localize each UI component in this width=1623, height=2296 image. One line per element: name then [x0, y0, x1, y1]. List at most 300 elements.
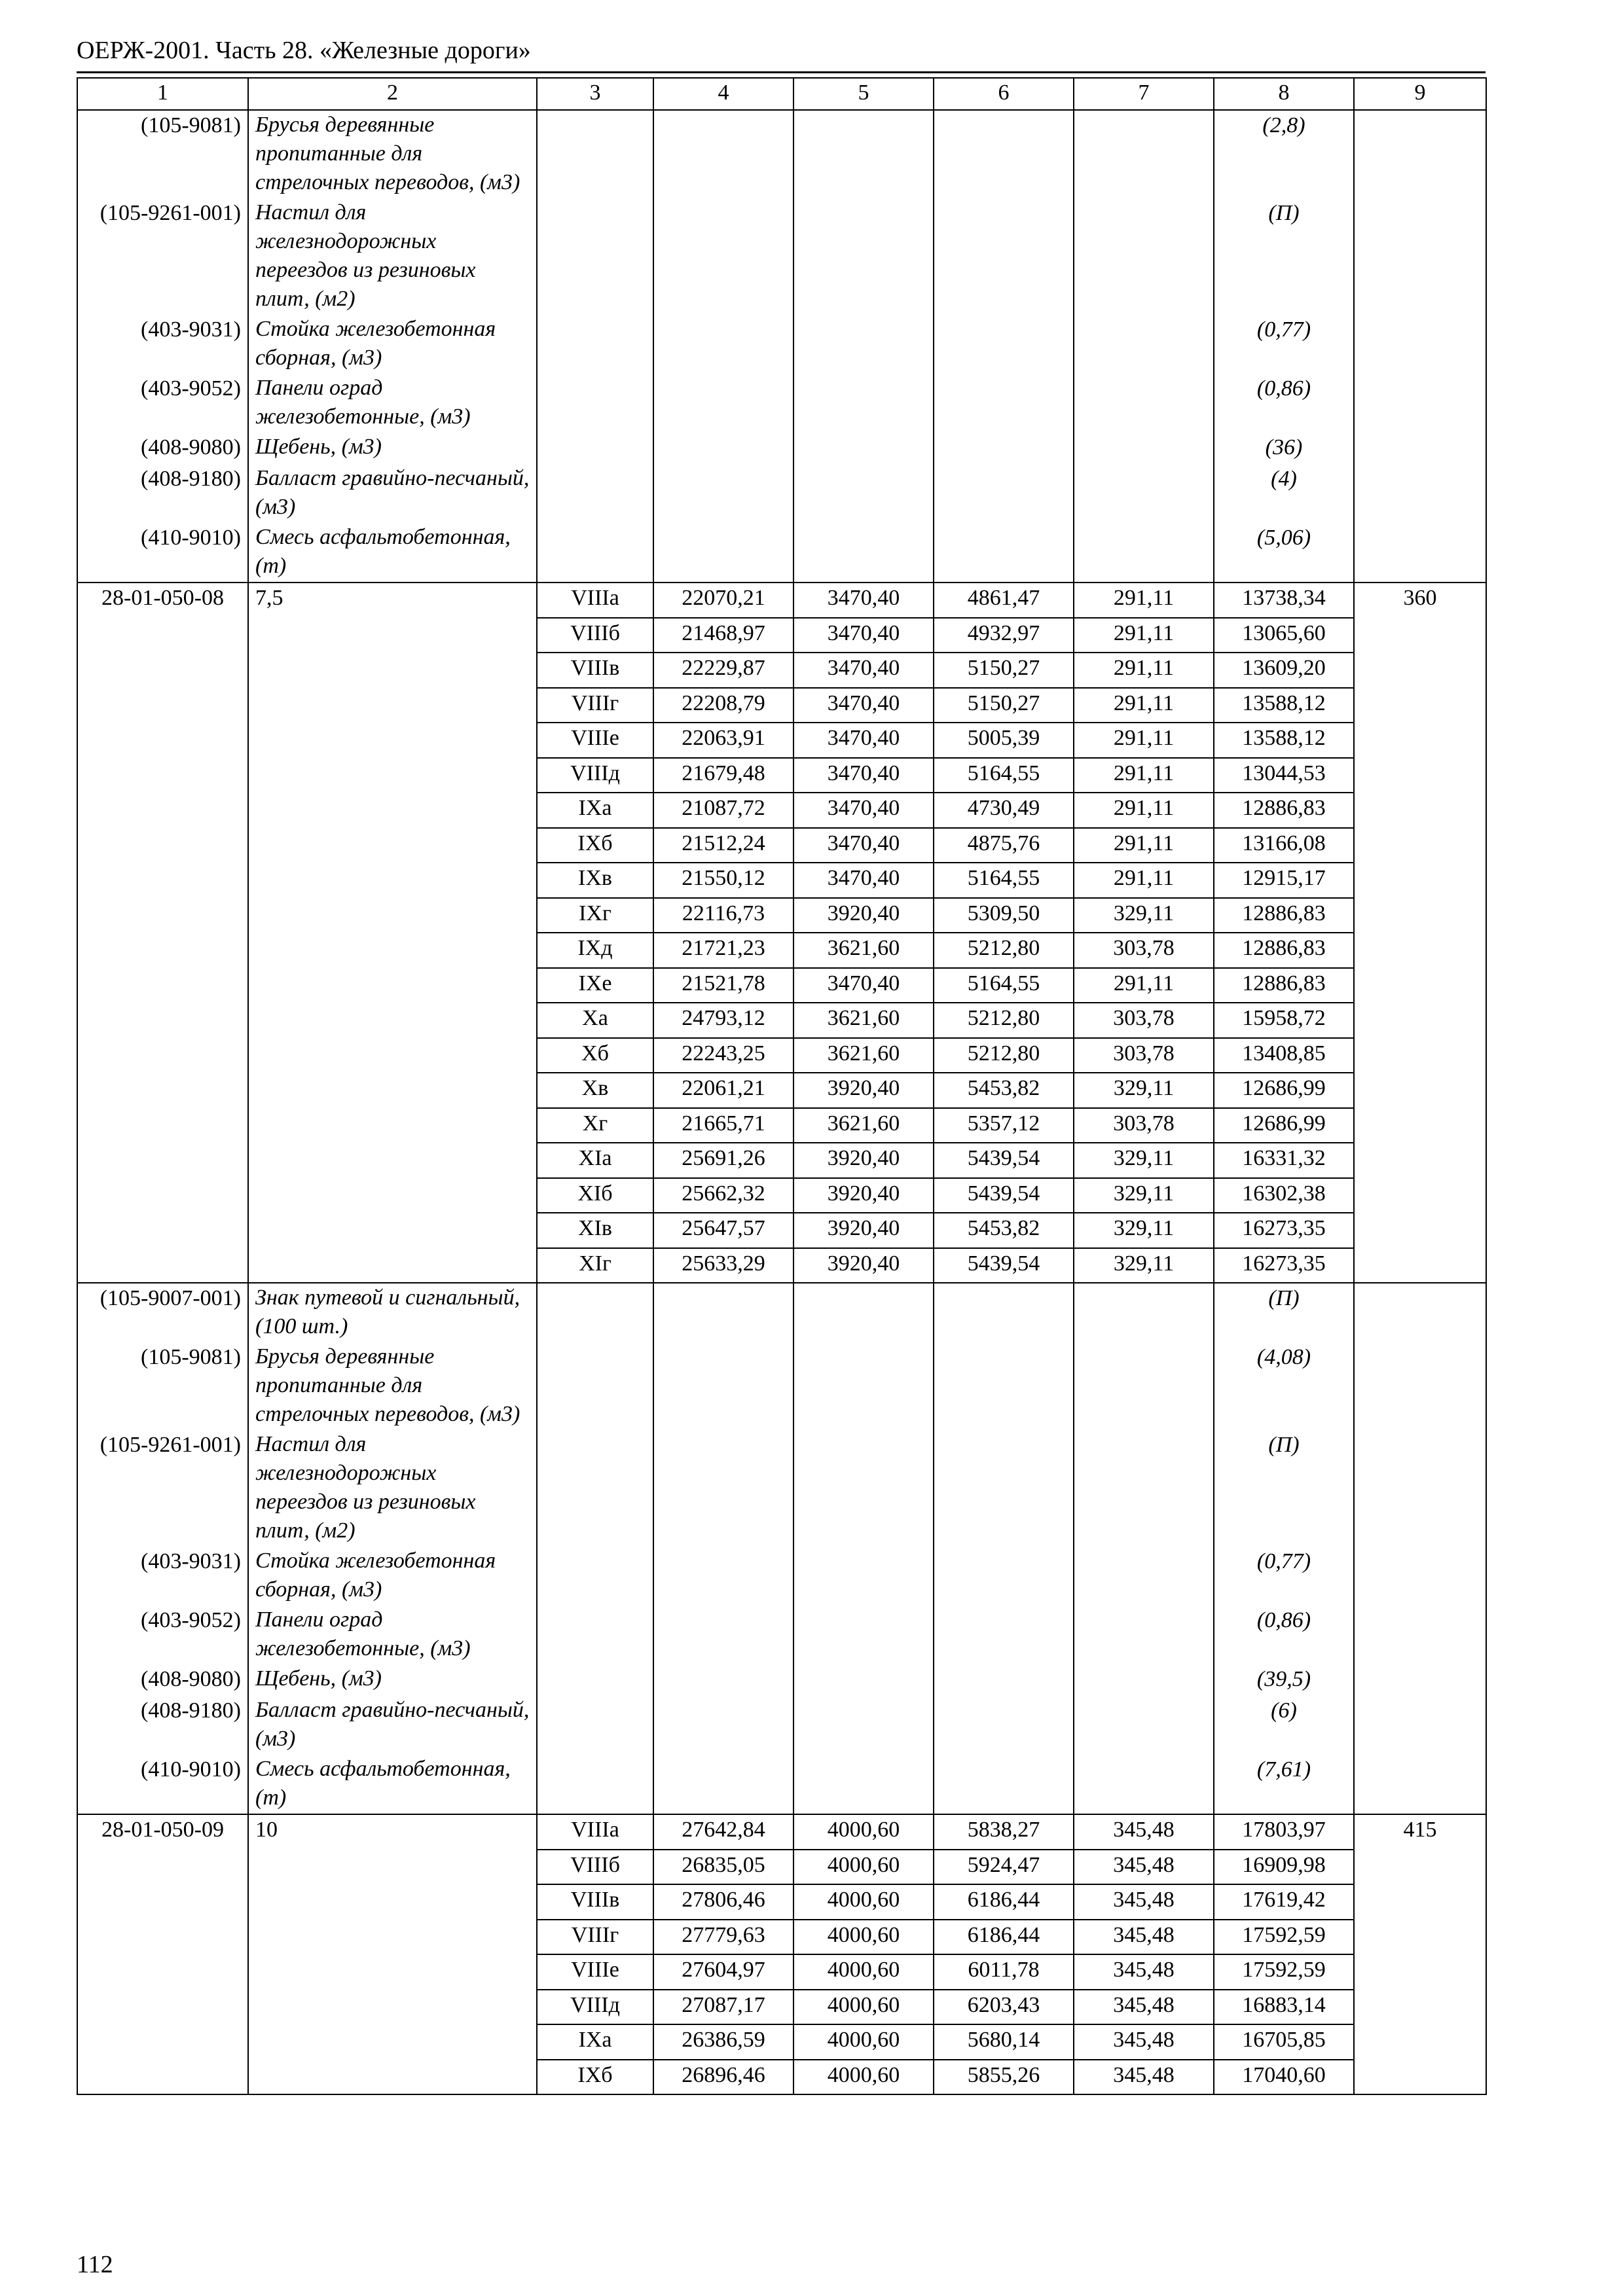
empty-cell: [1354, 433, 1486, 464]
empty-cell: [1354, 1342, 1486, 1430]
price-value: 12886,83: [1214, 793, 1354, 828]
resource-name: Брусья деревянные пропитанные для стрелочных переводов, (м3): [248, 110, 537, 198]
price-value: 17592,59: [1214, 1920, 1354, 1955]
empty-cell: [248, 1213, 537, 1248]
price-value: 3920,40: [793, 1073, 934, 1108]
rates-table: [77, 77, 1487, 2095]
empty-cell: [1354, 1920, 1486, 1955]
price-value: 17040,60: [1214, 2060, 1354, 2095]
price-value: 6203,43: [934, 1990, 1074, 2025]
empty-cell: [793, 374, 934, 433]
resource-code: (403-9052): [77, 374, 248, 433]
price-value: 5164,55: [934, 968, 1074, 1003]
resource-quantity: (0,86): [1214, 1605, 1354, 1664]
empty-cell: [1354, 653, 1486, 688]
resource-name: Настил для железнодорожных переездов из резиновых плит, (м2): [248, 1430, 537, 1547]
price-value: 345,48: [1074, 2024, 1214, 2060]
price-value: 4000,60: [793, 1954, 934, 1990]
resource-quantity: (2,8): [1214, 110, 1354, 198]
price-value: 6011,78: [934, 1954, 1074, 1990]
zone-label: IXг: [537, 898, 653, 933]
resource-code: (408-9080): [77, 1664, 248, 1696]
price-value: 27604,97: [653, 1954, 793, 1990]
resource-code: (403-9052): [77, 1605, 248, 1664]
price-value: 3920,40: [793, 898, 934, 933]
price-value: 5680,14: [934, 2024, 1074, 2060]
empty-cell: [793, 110, 934, 198]
price-value: 13166,08: [1214, 828, 1354, 863]
rate-row: [77, 933, 1486, 968]
empty-cell: [537, 1430, 653, 1547]
resource-quantity: (0,77): [1214, 1547, 1354, 1605]
rate-row: [77, 688, 1486, 723]
empty-cell: [77, 688, 248, 723]
resource-row: [77, 1430, 1486, 1547]
empty-cell: [77, 758, 248, 793]
rate-row: [77, 1248, 1486, 1283]
empty-cell: [248, 2060, 537, 2095]
empty-cell: [1354, 1283, 1486, 1342]
resource-name: Настил для железнодорожных переездов из резиновых плит, (м2): [248, 198, 537, 315]
rate-row: [77, 1073, 1486, 1108]
price-value: 16331,32: [1214, 1143, 1354, 1178]
price-value: 4000,60: [793, 1814, 934, 1850]
zone-label: XIг: [537, 1248, 653, 1283]
empty-cell: [1074, 1664, 1214, 1696]
empty-cell: [77, 1990, 248, 2025]
resource-code: (105-9261-001): [77, 198, 248, 315]
empty-cell: [653, 1430, 793, 1547]
rate-row: [77, 793, 1486, 828]
zone-label: VIIIа: [537, 583, 653, 618]
empty-cell: [1354, 1038, 1486, 1073]
zone-label: Xг: [537, 1108, 653, 1143]
resource-code: (408-9080): [77, 433, 248, 464]
empty-cell: [77, 863, 248, 898]
resource-code: (105-9007-001): [77, 1283, 248, 1342]
price-value: 329,11: [1074, 1073, 1214, 1108]
price-value: 12686,99: [1214, 1108, 1354, 1143]
resource-quantity: (П): [1214, 1283, 1354, 1342]
empty-cell: [77, 723, 248, 758]
empty-cell: [77, 1038, 248, 1073]
zone-label: IXб: [537, 2060, 653, 2095]
empty-cell: [1354, 523, 1486, 583]
empty-cell: [653, 198, 793, 315]
empty-cell: [934, 374, 1074, 433]
empty-cell: [1074, 1283, 1214, 1342]
empty-cell: [1354, 315, 1486, 374]
zone-label: XIв: [537, 1213, 653, 1248]
rate-row: [77, 1954, 1486, 1990]
resource-name: Панели оград железобетонные, (м3): [248, 374, 537, 433]
price-value: 21665,71: [653, 1108, 793, 1143]
column-header: 8: [1214, 78, 1354, 110]
price-value: 13588,12: [1214, 723, 1354, 758]
empty-cell: [934, 523, 1074, 583]
resource-row: [77, 1283, 1486, 1342]
rate-code: 28-01-050-08: [77, 583, 248, 618]
column-header: 2: [248, 78, 537, 110]
resource-code: (408-9180): [77, 1696, 248, 1755]
rate-row: [77, 1990, 1486, 2025]
empty-cell: [934, 1605, 1074, 1664]
price-value: 5212,80: [934, 1003, 1074, 1038]
resource-row: [77, 1342, 1486, 1430]
price-value: 27087,17: [653, 1990, 793, 2025]
empty-cell: [793, 433, 934, 464]
empty-cell: [77, 898, 248, 933]
price-value: 5439,54: [934, 1178, 1074, 1213]
empty-cell: [1074, 1430, 1214, 1547]
rate-row: [77, 1814, 1486, 1850]
empty-cell: [1354, 968, 1486, 1003]
empty-cell: [934, 1283, 1074, 1342]
rate-row: [77, 723, 1486, 758]
zone-label: VIIIг: [537, 688, 653, 723]
empty-cell: [1354, 198, 1486, 315]
resource-row: [77, 1664, 1486, 1696]
rate-name: 10: [248, 1814, 537, 1850]
empty-cell: [77, 828, 248, 863]
resource-name: Щебень, (м3): [248, 1664, 537, 1696]
empty-cell: [1354, 1143, 1486, 1178]
price-value: 16273,35: [1214, 1248, 1354, 1283]
rate-row: [77, 2024, 1486, 2060]
price-value: 291,11: [1074, 758, 1214, 793]
price-value: 3920,40: [793, 1178, 934, 1213]
price-value: 303,78: [1074, 1038, 1214, 1073]
empty-cell: [1354, 863, 1486, 898]
zone-label: IXа: [537, 793, 653, 828]
price-value: 21512,24: [653, 828, 793, 863]
resource-code: (403-9031): [77, 1547, 248, 1605]
empty-cell: [653, 1605, 793, 1664]
price-value: 3470,40: [793, 793, 934, 828]
price-value: 22061,21: [653, 1073, 793, 1108]
empty-cell: [653, 315, 793, 374]
empty-cell: [793, 1430, 934, 1547]
empty-cell: [248, 933, 537, 968]
empty-cell: [793, 1547, 934, 1605]
price-value: 345,48: [1074, 1884, 1214, 1920]
price-value: 12915,17: [1214, 863, 1354, 898]
resource-name: Брусья деревянные пропитанные для стрелочных переводов, (м3): [248, 1342, 537, 1430]
empty-cell: [1074, 464, 1214, 523]
empty-cell: [248, 2024, 537, 2060]
zone-label: IXа: [537, 2024, 653, 2060]
empty-cell: [934, 1755, 1074, 1814]
price-value: 3621,60: [793, 1003, 934, 1038]
empty-cell: [1074, 1696, 1214, 1755]
empty-cell: [77, 1108, 248, 1143]
price-value: 345,48: [1074, 1954, 1214, 1990]
empty-cell: [248, 1178, 537, 1213]
column-header: 3: [537, 78, 653, 110]
empty-cell: [248, 1143, 537, 1178]
empty-cell: [1074, 374, 1214, 433]
empty-cell: [537, 198, 653, 315]
empty-cell: [537, 1283, 653, 1342]
rate-row: [77, 828, 1486, 863]
page-header: ОЕРЖ-2001. Часть 28. «Железные дороги»: [77, 37, 531, 64]
empty-cell: [1354, 1073, 1486, 1108]
rate-row: [77, 898, 1486, 933]
empty-cell: [934, 315, 1074, 374]
empty-cell: [653, 1696, 793, 1755]
price-value: 16705,85: [1214, 2024, 1354, 2060]
empty-cell: [1354, 1850, 1486, 1885]
empty-cell: [1354, 464, 1486, 523]
rate-row: [77, 618, 1486, 653]
price-value: 5855,26: [934, 2060, 1074, 2095]
empty-cell: [1074, 1342, 1214, 1430]
empty-cell: [248, 653, 537, 688]
price-value: 291,11: [1074, 793, 1214, 828]
price-value: 5150,27: [934, 653, 1074, 688]
rate-row: [77, 583, 1486, 618]
resource-code: (105-9081): [77, 110, 248, 198]
resource-quantity: (0,77): [1214, 315, 1354, 374]
price-value: 4932,97: [934, 618, 1074, 653]
price-value: 5164,55: [934, 863, 1074, 898]
resource-name: Стойка железобетонная сборная, (м3): [248, 1547, 537, 1605]
empty-cell: [653, 1755, 793, 1814]
empty-cell: [793, 1605, 934, 1664]
resource-row: [77, 1755, 1486, 1814]
price-value: 329,11: [1074, 1248, 1214, 1283]
zone-label: Xв: [537, 1073, 653, 1108]
price-value: 329,11: [1074, 1178, 1214, 1213]
price-value: 3920,40: [793, 1248, 934, 1283]
empty-cell: [653, 1664, 793, 1696]
empty-cell: [653, 374, 793, 433]
price-value: 12886,83: [1214, 933, 1354, 968]
resource-name: Смесь асфальтобетонная, (т): [248, 523, 537, 583]
price-value: 3920,40: [793, 1143, 934, 1178]
price-value: 25633,29: [653, 1248, 793, 1283]
price-value: 16302,38: [1214, 1178, 1354, 1213]
price-value: 345,48: [1074, 2060, 1214, 2095]
empty-cell: [77, 968, 248, 1003]
price-value: 3470,40: [793, 758, 934, 793]
empty-cell: [1354, 374, 1486, 433]
zone-label: VIIIд: [537, 758, 653, 793]
resource-row: [77, 110, 1486, 198]
empty-cell: [1354, 1990, 1486, 2025]
price-value: 5150,27: [934, 688, 1074, 723]
resource-row: [77, 1605, 1486, 1664]
empty-cell: [248, 863, 537, 898]
resource-code: (105-9081): [77, 1342, 248, 1430]
price-value: 329,11: [1074, 1213, 1214, 1248]
price-value: 3470,40: [793, 828, 934, 863]
price-value: 3470,40: [793, 688, 934, 723]
price-value: 21721,23: [653, 933, 793, 968]
price-value: 4875,76: [934, 828, 1074, 863]
empty-cell: [1354, 1664, 1486, 1696]
price-value: 291,11: [1074, 723, 1214, 758]
empty-cell: [77, 618, 248, 653]
rate-row: [77, 968, 1486, 1003]
price-value: 16273,35: [1214, 1213, 1354, 1248]
empty-cell: [248, 758, 537, 793]
price-value: 3470,40: [793, 618, 934, 653]
empty-cell: [77, 1954, 248, 1990]
price-value: 4000,60: [793, 1850, 934, 1885]
column-header: 4: [653, 78, 793, 110]
resource-row: [77, 523, 1486, 583]
price-value: 4000,60: [793, 1884, 934, 1920]
resource-row: [77, 198, 1486, 315]
empty-cell: [77, 1920, 248, 1955]
empty-cell: [793, 198, 934, 315]
price-value: 6186,44: [934, 1884, 1074, 1920]
empty-cell: [77, 1003, 248, 1038]
price-value: 3470,40: [793, 583, 934, 618]
price-value: 4730,49: [934, 793, 1074, 828]
resource-quantity: (0,86): [1214, 374, 1354, 433]
price-value: 21679,48: [653, 758, 793, 793]
empty-cell: [537, 374, 653, 433]
rate-row: [77, 1108, 1486, 1143]
empty-cell: [248, 688, 537, 723]
rate-row: [77, 863, 1486, 898]
price-value: 329,11: [1074, 898, 1214, 933]
empty-cell: [1074, 110, 1214, 198]
header-rule: [77, 71, 1486, 73]
price-value: 27779,63: [653, 1920, 793, 1955]
resource-name: Стойка железобетонная сборная, (м3): [248, 315, 537, 374]
price-value: 26386,59: [653, 2024, 793, 2060]
empty-cell: [248, 1248, 537, 1283]
empty-cell: [248, 1003, 537, 1038]
rate-row: [77, 653, 1486, 688]
empty-cell: [537, 523, 653, 583]
empty-cell: [1074, 523, 1214, 583]
price-value: 345,48: [1074, 1850, 1214, 1885]
price-value: 13588,12: [1214, 688, 1354, 723]
price-value: 27806,46: [653, 1884, 793, 1920]
empty-cell: [1354, 2060, 1486, 2095]
price-value: 22116,73: [653, 898, 793, 933]
price-value: 22208,79: [653, 688, 793, 723]
price-value: 16909,98: [1214, 1850, 1354, 1885]
zone-label: IXв: [537, 863, 653, 898]
resource-row: [77, 433, 1486, 464]
empty-cell: [653, 1342, 793, 1430]
price-value: 22070,21: [653, 583, 793, 618]
empty-cell: [1354, 758, 1486, 793]
empty-cell: [77, 1213, 248, 1248]
empty-cell: [248, 1920, 537, 1955]
zone-label: VIIIе: [537, 1954, 653, 1990]
price-value: 13609,20: [1214, 653, 1354, 688]
price-value: 13044,53: [1214, 758, 1354, 793]
empty-cell: [77, 1850, 248, 1885]
empty-cell: [248, 1108, 537, 1143]
resource-quantity: (7,61): [1214, 1755, 1354, 1814]
price-value: 291,11: [1074, 828, 1214, 863]
column-header: 7: [1074, 78, 1214, 110]
price-value: 22063,91: [653, 723, 793, 758]
resource-code: (410-9010): [77, 1755, 248, 1814]
zone-label: Xа: [537, 1003, 653, 1038]
empty-cell: [653, 464, 793, 523]
price-value: 345,48: [1074, 1990, 1214, 2025]
empty-cell: [1354, 110, 1486, 198]
rate-code: 28-01-050-09: [77, 1814, 248, 1850]
empty-cell: [77, 2024, 248, 2060]
empty-cell: [1354, 1605, 1486, 1664]
price-value: 303,78: [1074, 933, 1214, 968]
price-value: 21468,97: [653, 618, 793, 653]
resource-code: (408-9180): [77, 464, 248, 523]
price-value: 25647,57: [653, 1213, 793, 1248]
empty-cell: [248, 1990, 537, 2025]
zone-label: IXб: [537, 828, 653, 863]
price-value: 345,48: [1074, 1814, 1214, 1850]
price-value: 17592,59: [1214, 1954, 1354, 1990]
empty-cell: [1354, 1213, 1486, 1248]
price-value: 26835,05: [653, 1850, 793, 1885]
price-value: 5453,82: [934, 1213, 1074, 1248]
empty-cell: [248, 828, 537, 863]
price-value: 5439,54: [934, 1248, 1074, 1283]
zone-label: VIIIд: [537, 1990, 653, 2025]
resource-quantity: (П): [1214, 198, 1354, 315]
price-value: 4000,60: [793, 1920, 934, 1955]
zone-label: VIIIа: [537, 1814, 653, 1850]
empty-cell: [537, 315, 653, 374]
price-value: 5212,80: [934, 933, 1074, 968]
empty-cell: [1354, 793, 1486, 828]
empty-cell: [793, 523, 934, 583]
resource-code: (403-9031): [77, 315, 248, 374]
zone-label: VIIIв: [537, 1884, 653, 1920]
page-number: 112: [77, 2251, 113, 2278]
empty-cell: [1354, 688, 1486, 723]
price-value: 5439,54: [934, 1143, 1074, 1178]
price-value: 303,78: [1074, 1003, 1214, 1038]
rate-row: [77, 1213, 1486, 1248]
price-value: 3470,40: [793, 653, 934, 688]
empty-cell: [934, 1547, 1074, 1605]
empty-cell: [77, 653, 248, 688]
empty-cell: [77, 1178, 248, 1213]
empty-cell: [934, 198, 1074, 315]
price-value: 17803,97: [1214, 1814, 1354, 1850]
empty-cell: [934, 433, 1074, 464]
empty-cell: [1354, 1003, 1486, 1038]
empty-cell: [1354, 723, 1486, 758]
price-value: 25691,26: [653, 1143, 793, 1178]
price-value: 3470,40: [793, 968, 934, 1003]
price-value: 21087,72: [653, 793, 793, 828]
rate-row: [77, 1143, 1486, 1178]
empty-cell: [537, 1664, 653, 1696]
empty-cell: [537, 433, 653, 464]
price-value: 5212,80: [934, 1038, 1074, 1073]
empty-cell: [248, 1954, 537, 1990]
empty-cell: [537, 464, 653, 523]
resource-quantity: (36): [1214, 433, 1354, 464]
price-value: 13408,85: [1214, 1038, 1354, 1073]
price-value: 4000,60: [793, 2060, 934, 2095]
zone-label: Xб: [537, 1038, 653, 1073]
empty-cell: [1074, 433, 1214, 464]
empty-cell: [248, 1073, 537, 1108]
